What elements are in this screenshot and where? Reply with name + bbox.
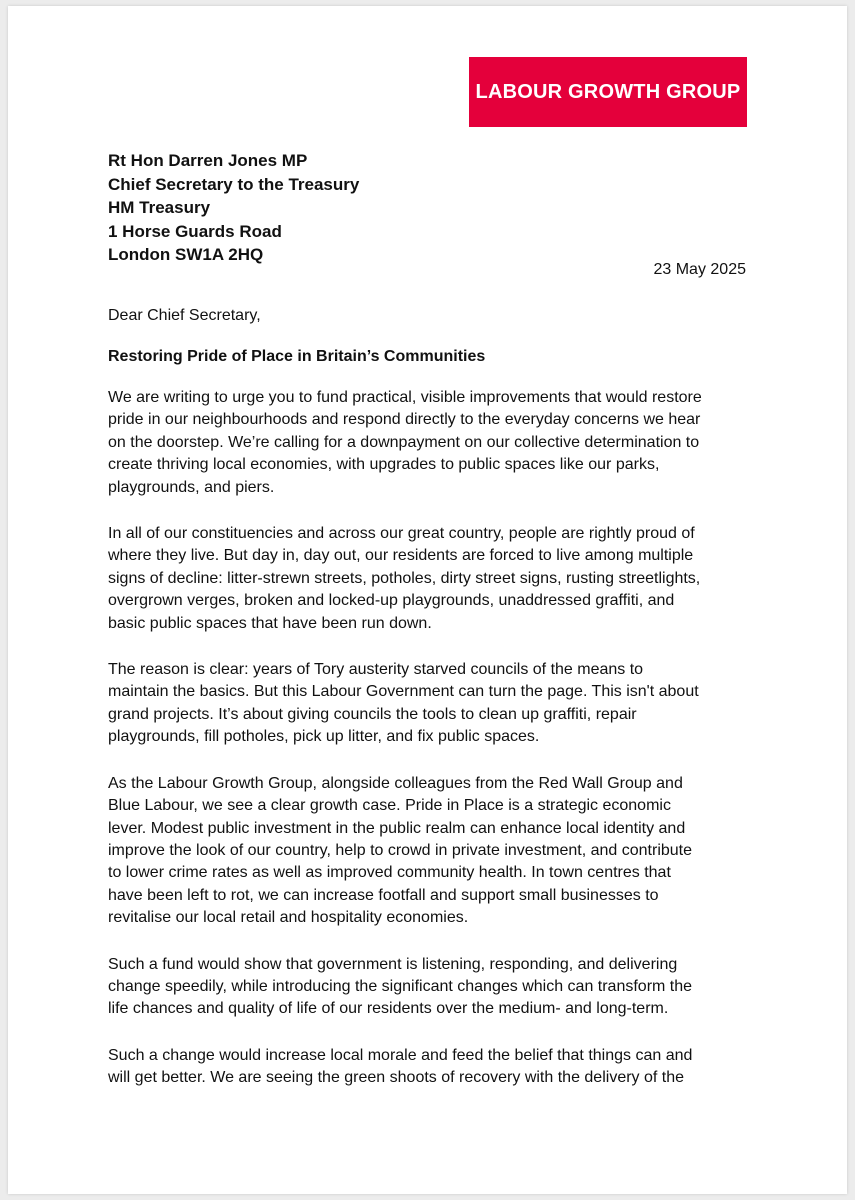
letter-page: [8, 6, 847, 1194]
text-line: life chances and quality of life of our residents over the medium- and long-term.: [108, 1000, 669, 1018]
text-line: will get better. We are seeing the green shoots of recovery with the delivery of the: [108, 1069, 685, 1087]
body-paragraph: [108, 1045, 758, 1090]
letter-date: 23 May 2025: [653, 261, 746, 278]
text-line: where they live. But day in, day out, our residents are forced to live among multiple: [108, 547, 694, 565]
text-line: Such a fund would show that government is listening, responding, and delivering: [108, 955, 678, 973]
text-line: lever. Modest public investment in the public realm can enhance local identity and: [108, 819, 686, 837]
text-line: to lower crime rates as well as improved community health. In town centres that: [108, 864, 671, 882]
text-line: pride in our neighbourhoods and respond directly to the everyday concerns we hear: [108, 411, 701, 429]
text-line: As the Labour Growth Group, alongside colleagues from the Red Wall Group and: [108, 774, 683, 792]
text-line: revitalise our local retail and hospitality economies.: [108, 909, 469, 927]
text-line: playgrounds, fill potholes, pick up litter, and fix public spaces.: [108, 728, 540, 746]
letter-subject: Restoring Pride of Place in Britain’s Communities: [108, 348, 486, 365]
body-paragraph: [108, 954, 758, 1021]
text-line: create thriving local economies, with upgrades to public spaces like our parks,: [108, 456, 660, 474]
body-paragraph: [108, 659, 758, 749]
text-line: overgrown verges, broken and locked-up playgrounds, unaddressed graffiti, and: [108, 592, 675, 610]
letter-body: [108, 387, 758, 1114]
recipient-line: HM Treasury: [108, 198, 211, 218]
text-line: change speedily, while introducing the significant changes which can transform the: [108, 977, 693, 995]
labour-growth-group-logo: [469, 57, 747, 127]
text-line: signs of decline: litter-strewn streets, potholes, dirty street signs, rusting streetlights,: [108, 569, 701, 587]
text-line: playgrounds, and piers.: [108, 478, 275, 496]
text-line: In all of our constituencies and across our great country, people are rightly proud of: [108, 525, 695, 543]
text-line: We are writing to urge you to fund practical, visible improvements that would restore: [108, 389, 702, 406]
recipient-address: [108, 149, 359, 267]
text-line: grand projects. It’s about giving councils the tools to clean up graffiti, repair: [108, 705, 637, 723]
text-line: The reason is clear: years of Tory austerity starved councils of the means to: [108, 661, 644, 679]
recipient-line: Chief Secretary to the Treasury: [108, 174, 360, 194]
text-line: basic public spaces that have been run down.: [108, 614, 432, 632]
text-line: maintain the basics. But this Labour Government can turn the page. This isn't about: [108, 683, 699, 701]
text-line: have been left to rot, we can increase footfall and support small businesses to: [108, 886, 659, 904]
body-paragraph: [108, 523, 758, 635]
logo-text: LABOUR GROWTH GROUP: [475, 80, 741, 103]
recipient-line: 1 Horse Guards Road: [108, 221, 282, 241]
body-paragraph: [108, 387, 758, 499]
body-paragraph: [108, 773, 758, 930]
salutation: Dear Chief Secretary,: [108, 307, 261, 324]
recipient-line: London SW1A 2HQ: [108, 245, 264, 265]
text-line: Such a change would increase local morale and feed the belief that things can and: [108, 1046, 693, 1064]
recipient-line: Rt Hon Darren Jones MP: [108, 151, 308, 170]
text-line: on the doorstep. We’re calling for a downpayment on our collective determination to: [108, 433, 700, 451]
text-line: improve the look of our country, help to crowd in private investment, and contribute: [108, 841, 693, 859]
text-line: Blue Labour, we see a clear growth case. Pride in Place is a strategic economic: [108, 797, 671, 815]
